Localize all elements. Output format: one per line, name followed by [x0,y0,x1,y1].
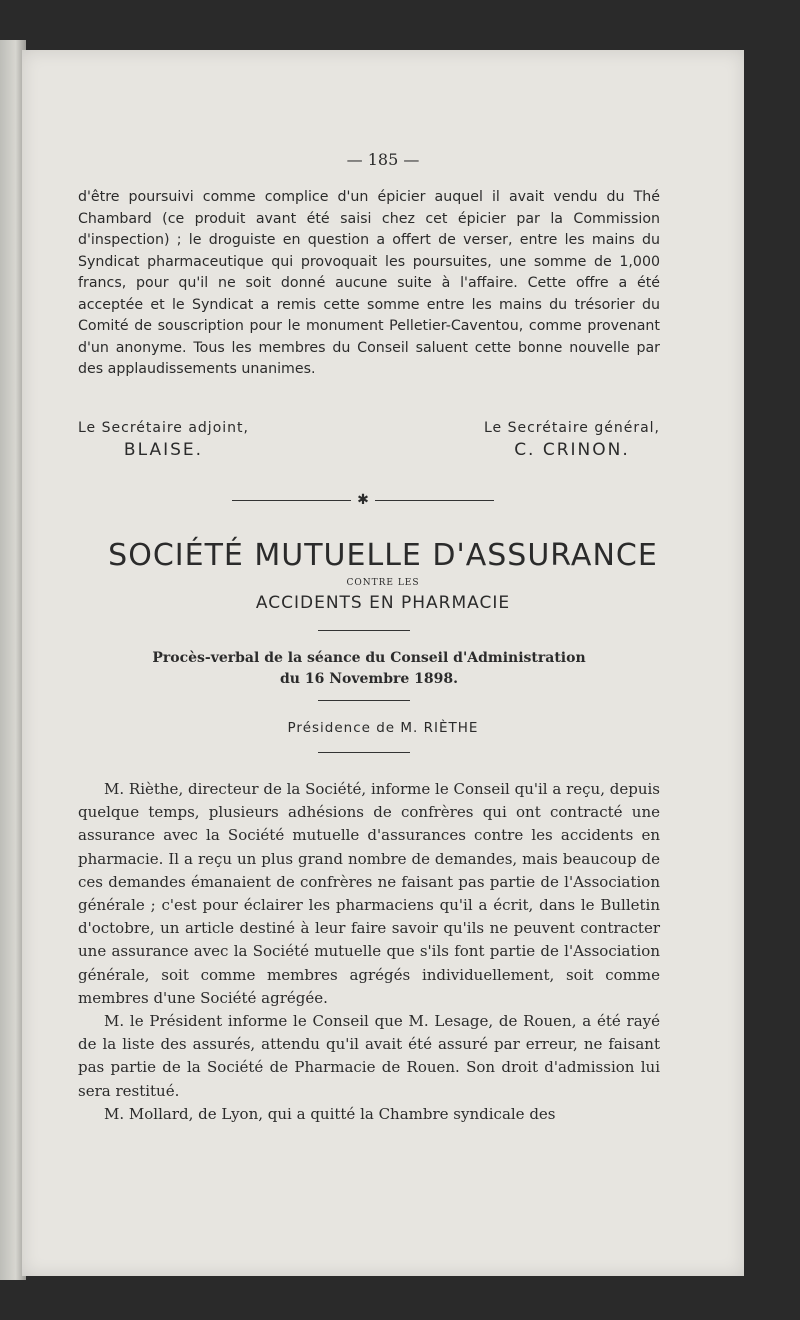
divider-line-right [375,500,494,501]
proces-verbal-heading [78,648,660,690]
signature-left [78,420,249,460]
section-title-connector: CONTRE LES [346,578,420,588]
star-ornament-icon: ✱ [357,492,369,508]
document-page [22,50,744,1276]
divider-rule-2 [318,700,410,701]
signature-left-role: Le Secrétaire adjoint, [78,420,249,436]
intro-text: d'être poursuivi comme complice d'un épicier auquel il avait vendu du Thé Chambard (ce produit avant été saisi chez cet épicier par la Commission d'inspection) ; le droguiste en question a offert de verser, entre les mains du Syndicat pharmaceutique qui provoquait les poursuites, une somme de 1,000 francs, pour qu'il ne soit donné aucune suite à l'affaire. Cette offre a été acceptée et le Syndicat a remis cette somme entre les mains du trésorier du Comité de souscription pour le monument Pelletier-Caventou, comme provenant d'un anonyme. Tous les membres du Conseil saluent cette bonne nouvelle par des applaudissements unanimes. [78,189,660,377]
divider-line-left [232,500,351,501]
ornamental-divider [232,492,494,508]
minutes-body [78,778,660,1126]
signature-block [78,420,660,460]
signature-right-name: C. CRINON. [514,440,630,460]
divider-rule-3 [318,752,410,753]
intro-paragraph [78,187,660,381]
proces-verbal-line-2: du 16 Novembre 1898. [280,671,458,687]
signature-right-role: Le Secrétaire général, [483,420,660,436]
body-paragraph-2: M. le Président informe le Conseil que M. Lesage, de Rouen, a été rayé de la liste des assurés, attendu qu'il avait été assuré par erreur, ne faisant pas partie de la Société de Pharmacie de Rouen. Son droit d'admission lui sera restitué. [78,1012,660,1100]
signature-left-name: BLAISE. [123,440,204,460]
signature-right [484,420,660,460]
proces-verbal-line-1: Procès-verbal de la séance du Conseil d'Administration [152,650,586,666]
divider-rule-1 [318,630,410,631]
presidence-line: Présidence de M. RIÈTHE [287,720,479,736]
section-title: SOCIÉTÉ MUTUELLE D'ASSURANCE [108,538,658,573]
page-number: — 185 — [346,150,420,169]
section-subtitle: ACCIDENTS EN PHARMACIE [255,593,511,613]
body-paragraph-1: M. Rièthe, directeur de la Société, informe le Conseil qu'il a reçu, depuis quelque temps, plusieurs adhésions de confrères qui ont contracté une assurance avec la Société mutuelle d'assurances contre les accidents en pharmacie. Il a reçu un plus grand nombre de demandes, mais beaucoup de ces demandes émanaient de confrères ne faisant pas partie de l'Association générale ; c'est pour éclairer les pharmaciens qu'il a écrit, dans le Bulletin d'octobre, un article destiné à leur faire savoir qu'ils ne peuvent contracter une assurance avec la Société mutuelle que s'ils font partie de l'Association générale, soit comme membres agrégés individuellement, soit comme membres d'une Société agrégée. [78,780,660,1007]
body-paragraph-3: M. Mollard, de Lyon, qui a quitté la Chambre syndicale des [104,1104,556,1123]
